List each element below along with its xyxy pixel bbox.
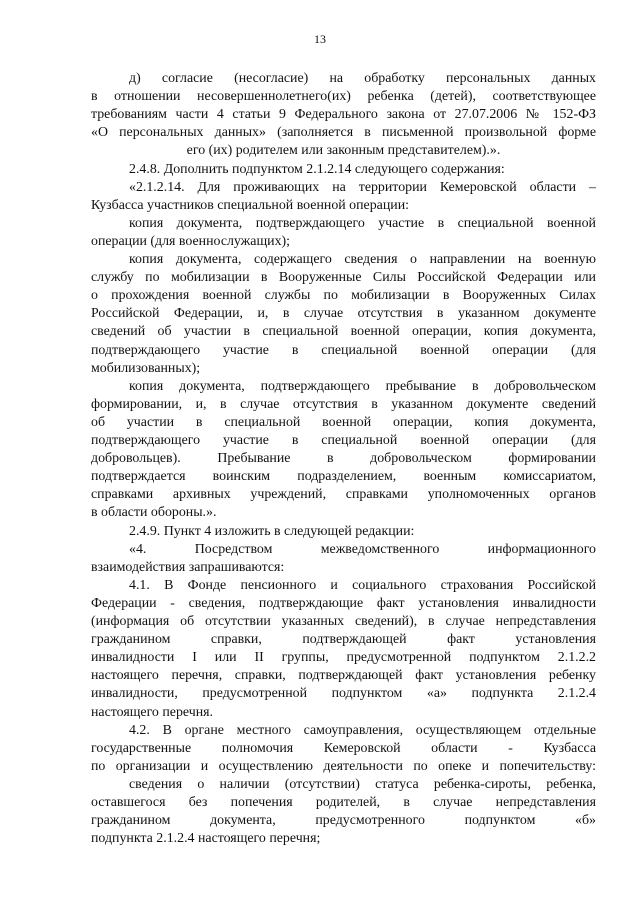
text-line: инвалидности I или II группы, предусмотренной подпунктом 2.1.2.2	[91, 650, 596, 666]
text-line: «2.1.2.14. Для проживающих на территории Кемеровской области –	[129, 179, 596, 195]
text-line: подтверждающего участие в специальной военной операции (для	[91, 342, 596, 358]
text-line: Кузбасса участников специальной военной операции:	[91, 197, 409, 213]
text-line: 4.1. В Фонде пенсионного и социального страхования Российской	[129, 577, 596, 593]
text-line: о прохождения военной службы по мобилизации в Вооруженных Силах	[91, 288, 596, 304]
text-line: справками архивных учреждений, справками уполномоченных органов	[91, 487, 596, 503]
text-line: 4.2. В органе местного самоуправления, осуществляющем отдельные	[129, 722, 596, 738]
text-line: гражданином документа, предусмотренного подпунктом «б»	[91, 813, 596, 829]
text-line: государственные полномочия Кемеровской области - Кузбасса	[91, 740, 596, 756]
text-line: Федерации - сведения, подтверждающие факт установления инвалидности	[91, 595, 596, 611]
text-line: копия документа, содержащего сведения о направлении на военную	[129, 252, 596, 267]
text-line: сведений об участии в специальной военной операции, копия документа,	[91, 324, 596, 340]
text-line: «4. Посредством межведомственного информационного	[129, 541, 596, 557]
page-number: 13	[314, 32, 326, 46]
text-line: копия документа, подтверждающего участие в специальной военной	[129, 215, 596, 231]
text-line: настоящего перечня.	[91, 704, 213, 720]
text-line: гражданином справки, подтверждающей факт установления	[91, 632, 596, 648]
text-line: 2.4.8. Дополнить подпунктом 2.1.2.14 следующего содержания:	[129, 161, 505, 177]
text-line: службу по мобилизации в Вооруженные Силы Российской Федерации или	[91, 270, 596, 286]
text-line: Российской Федерации, и, в случае отсутствия в указанном документе	[91, 306, 596, 322]
text-line: оставшегося без попечения родителей, в случае непредставления	[91, 795, 596, 810]
text-line: (информация об отсутствии указанных сведений), в случае непредставления	[91, 614, 596, 629]
text-line: подпункта 2.1.2.4 настоящего перечня;	[91, 831, 321, 847]
text-line: «О персональных данных» (заполняется в письменной произвольной форме	[91, 125, 596, 141]
text-line: подтверждающего участие в специальной военной операции (для	[91, 433, 596, 448]
text-line: формировании, и, в случае отсутствия в указанном документе сведений	[91, 396, 596, 412]
text-line: его (их) родителем или законным представителем).».	[186, 143, 501, 159]
text-line: инвалидности, предусмотренной подпунктом «а» подпункта 2.1.2.4	[91, 686, 596, 702]
text-line: в области обороны.».	[91, 505, 217, 521]
text-line: в отношении несовершеннолетнего(их) ребенка (детей), соответствующее	[91, 89, 596, 105]
text-line: об участии в специальной военной операции, копия документа,	[91, 414, 596, 430]
text-line: взаимодействия запрашиваются:	[91, 559, 285, 575]
text-line: операции (для военнослужащих);	[91, 233, 290, 249]
text-line: добровольцев). Пребывание в добровольческом формировании	[91, 451, 596, 467]
text-line: копия документа, подтверждающего пребывание в добровольческом	[129, 378, 596, 394]
text-line: мобилизованных);	[91, 360, 201, 376]
text-line: по организации и осуществлению деятельности по опеке и попечительству:	[91, 758, 596, 774]
text-line: требованиям части 4 статьи 9 Федерального закона от 27.07.2006 № 152-ФЗ	[91, 107, 596, 123]
text-line: 2.4.9. Пункт 4 изложить в следующей редакции:	[129, 523, 415, 539]
text-line: сведения о наличии (отсутствии) статуса ребенка-сироты, ребенка,	[129, 776, 596, 792]
text-line: д) согласие (несогласие) на обработку персональных данных	[129, 71, 596, 86]
text-line: подтверждается воинским подразделением, военным комиссариатом,	[91, 469, 596, 485]
text-line: настоящего перечня, справки, подтверждающей факт установления ребенку	[91, 668, 596, 684]
